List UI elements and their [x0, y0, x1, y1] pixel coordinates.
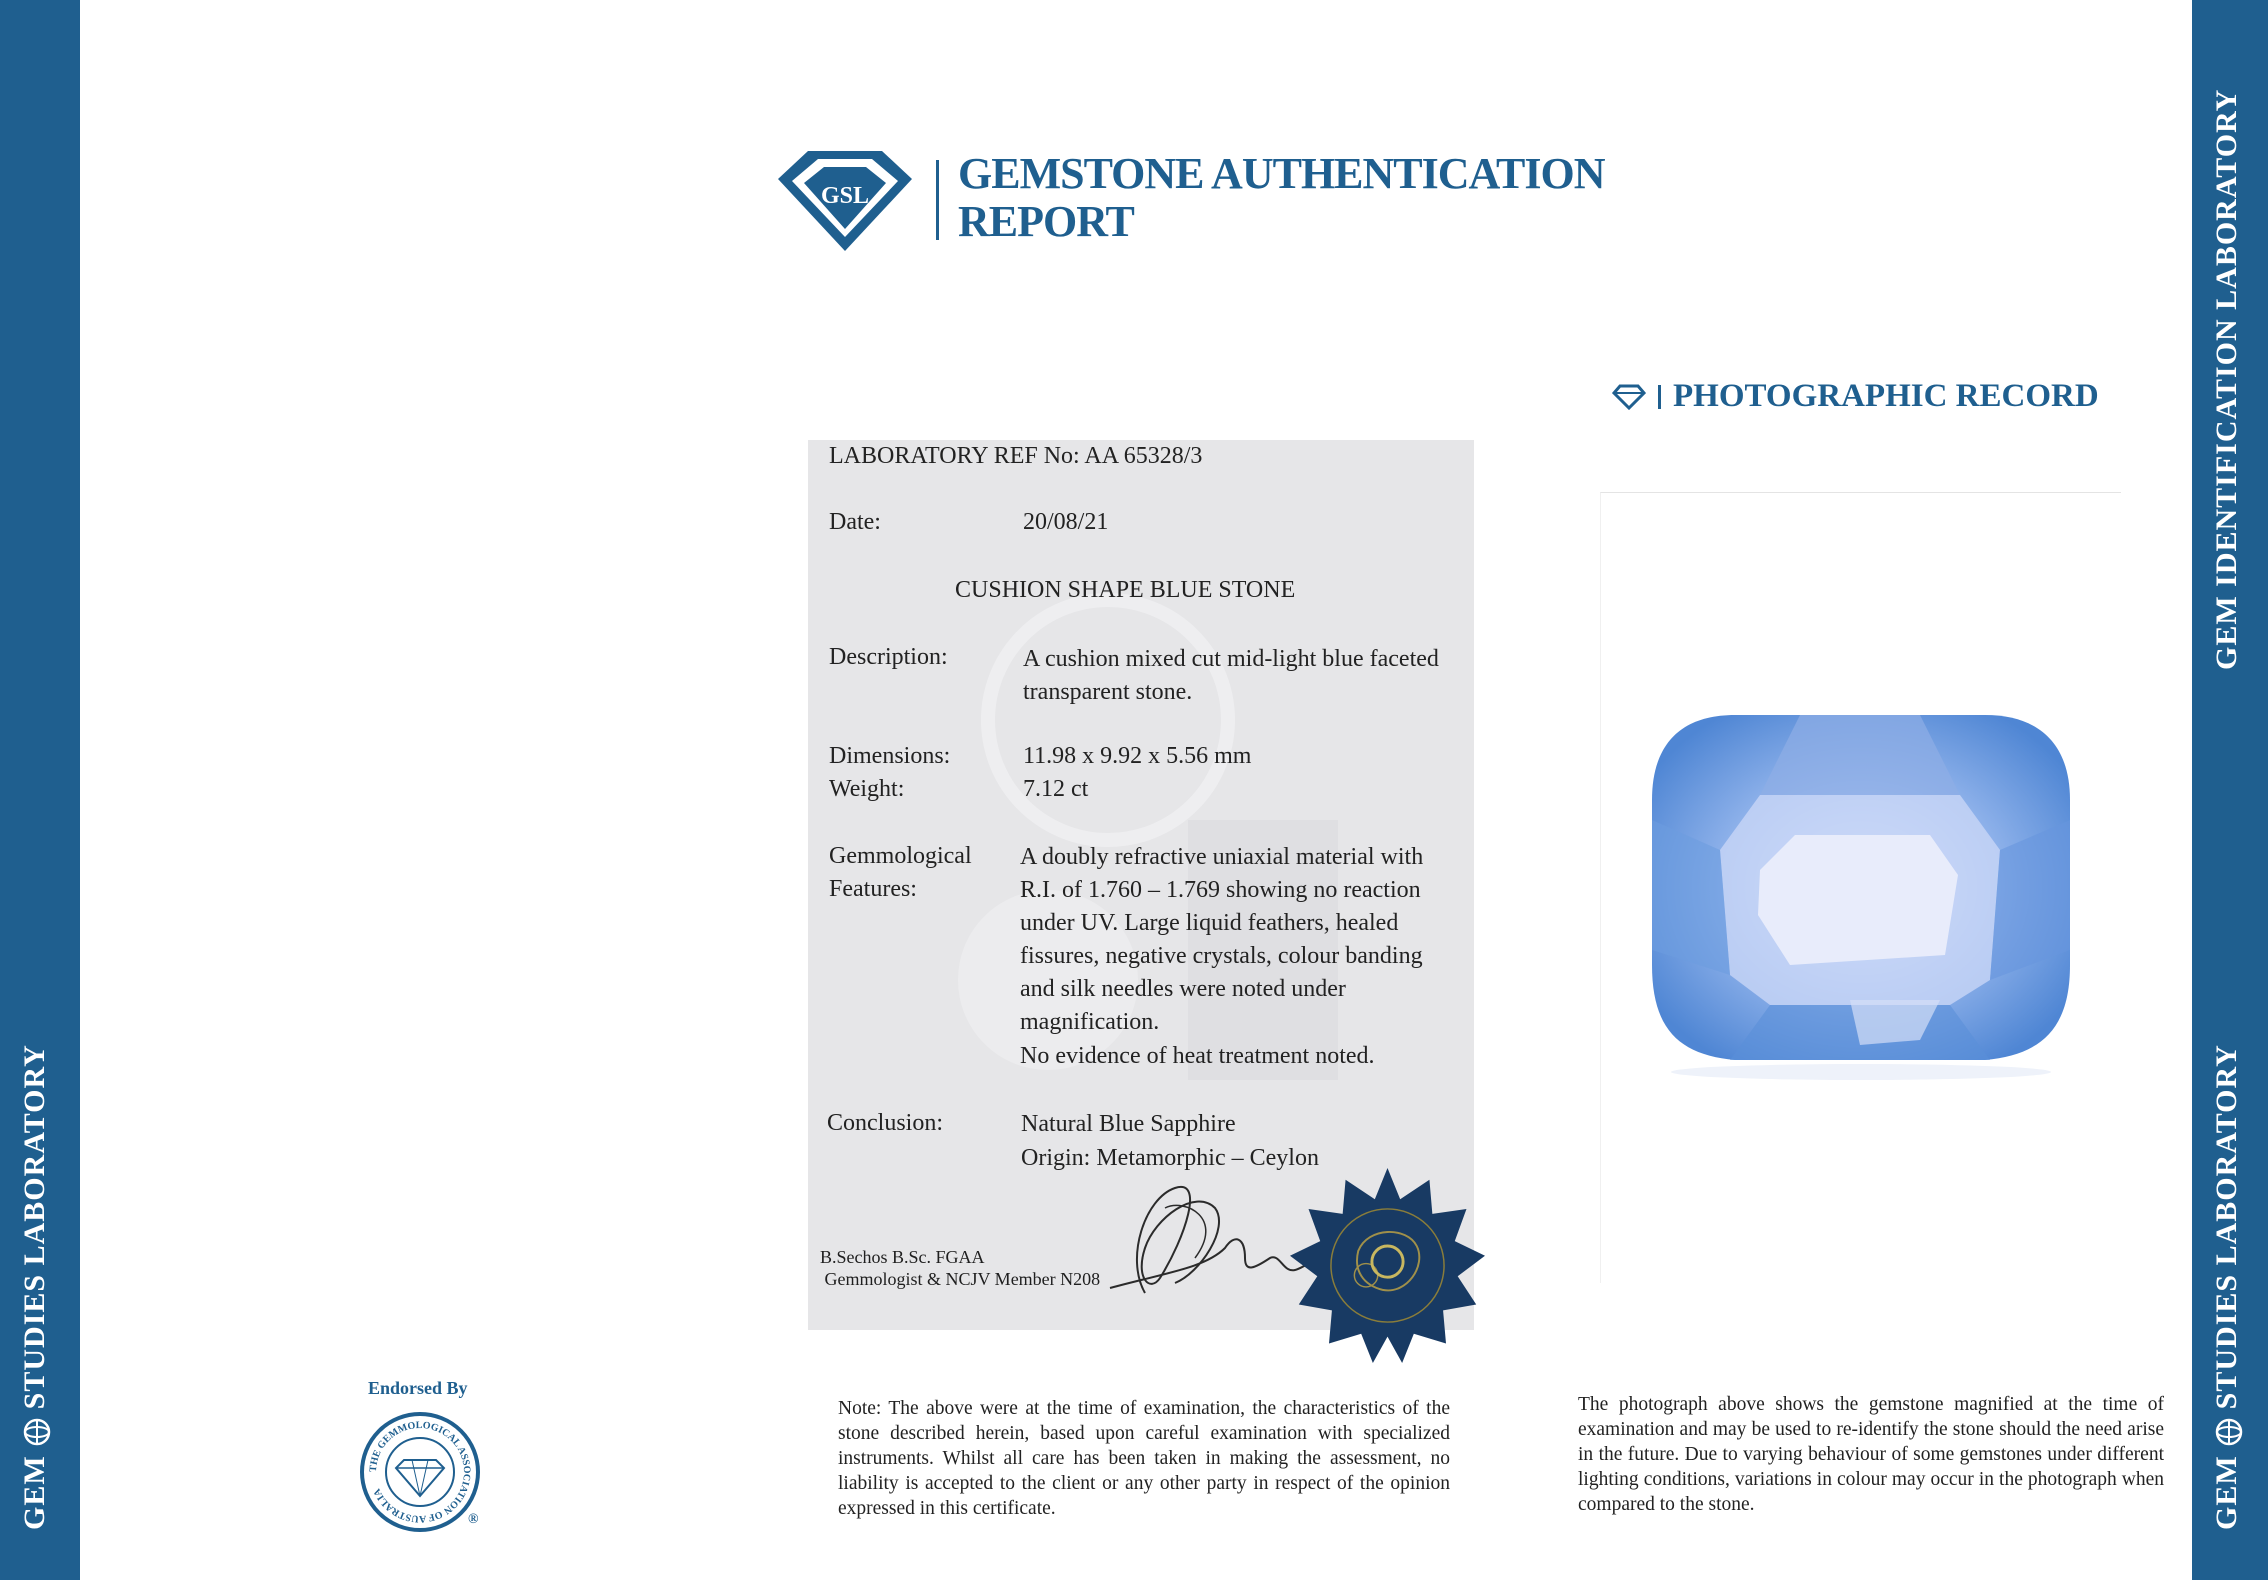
signatory-title: Gemmologist & NCJV Member N208	[820, 1269, 1101, 1289]
conclusion-line-2: Origin: Metamorphic – Ceylon	[1021, 1145, 1319, 1171]
disclaimer-note: Note: The above were at the time of examination, the characteristics of the stone described herein, based upon careful examination with specialized instruments. Whilst all care has been taken in making the assessment, no liability is accepted to the client or any other party in respect of the opinion expressed in this certificate.	[838, 1398, 1450, 1519]
left-side-band	[0, 0, 80, 1580]
left-band-text	[18, 1044, 52, 1530]
report-title-line1: GEMSTONE AUTHENTICATION	[958, 149, 1605, 198]
lab-ref: LABORATORY REF No: AA 65328/3	[829, 443, 1203, 469]
header-divider	[936, 160, 939, 240]
features-label-line-2: Features:	[829, 876, 917, 902]
weight-value: 7.12 ct	[1023, 776, 1089, 802]
features-line-7: No evidence of heat treatment noted.	[1020, 1043, 1375, 1069]
globe-icon	[2214, 1417, 2244, 1447]
logo-text: GSL	[820, 183, 870, 209]
globe-icon	[22, 1417, 52, 1447]
features-line-3: under UV. Large liquid feathers, healed	[1020, 910, 1399, 936]
photographic-record-heading	[1612, 378, 2099, 415]
right-side-band	[2192, 0, 2268, 1580]
left-band-gem-text: GEM	[18, 1455, 51, 1530]
registered-mark: ®	[468, 1512, 479, 1527]
lab-seal-sticker	[1290, 1168, 1485, 1363]
description-line-1: A cushion mixed cut mid-light blue faceted	[1023, 646, 1439, 672]
features-line-2: R.I. of 1.760 – 1.769 showing no reaction	[1020, 877, 1421, 903]
report-title-line2: REPORT	[958, 197, 1134, 246]
features-label-line-1: Gemmological	[829, 843, 972, 869]
description-line-2: transparent stone.	[1023, 679, 1193, 705]
right-band-gem-text: GEM	[2210, 1455, 2243, 1530]
svg-text:THE GEMMOLOGICAL ASSOCIATION O: THE GEMMOLOGICAL ASSOCIATION OF AUSTRALIA	[367, 1419, 473, 1525]
features-line-1: A doubly refractive uniaxial material with	[1020, 844, 1424, 870]
stone-title: CUSHION SHAPE BLUE STONE	[955, 577, 1296, 603]
conclusion-label: Conclusion:	[827, 1110, 944, 1136]
dimensions-value: 11.98 x 9.92 x 5.56 mm	[1023, 743, 1252, 769]
signatory	[820, 1246, 1100, 1290]
photographic-record-title: PHOTOGRAPHIC RECORD	[1673, 378, 2099, 414]
conclusion-line-1: Natural Blue Sapphire	[1021, 1111, 1236, 1137]
diamond-icon	[1612, 384, 1646, 410]
endorsed-by-label: Endorsed By	[368, 1378, 468, 1398]
date-value: 20/08/21	[1023, 509, 1109, 535]
features-line-5: and silk needles were noted under	[1020, 976, 1346, 1002]
sapphire-photo	[1640, 700, 2082, 1080]
features-line-6: magnification.	[1020, 1009, 1160, 1035]
heading-separator	[1658, 385, 1661, 409]
right-band-studies-text: STUDIES LABORATORY	[2210, 1044, 2243, 1410]
weight-label: Weight:	[829, 776, 905, 802]
dimensions-label: Dimensions:	[829, 743, 951, 769]
date-label: Date:	[829, 509, 881, 535]
left-band-studies-text: STUDIES LABORATORY	[18, 1044, 51, 1410]
signatory-name: B.Sechos B.Sc. FGAA	[820, 1247, 985, 1267]
gemmological-association-seal	[358, 1410, 482, 1534]
right-band-top-text: GEM IDENTIFICATION LABORATORY	[2210, 88, 2243, 670]
description-label: Description:	[829, 644, 948, 670]
photo-note: The photograph above shows the gemstone magnified at the time of examination and may be used to re-identify the stone should the need arise in the future. Due to varying behaviour of some gemstones under different lighting conditions, variations in colour may occur in the photograph when compared to the stone.	[1578, 1394, 2164, 1515]
right-band-bottom-text	[2210, 1044, 2244, 1530]
features-line-4: fissures, negative crystals, colour banding	[1020, 943, 1423, 969]
gsl-diamond-logo	[770, 145, 920, 255]
